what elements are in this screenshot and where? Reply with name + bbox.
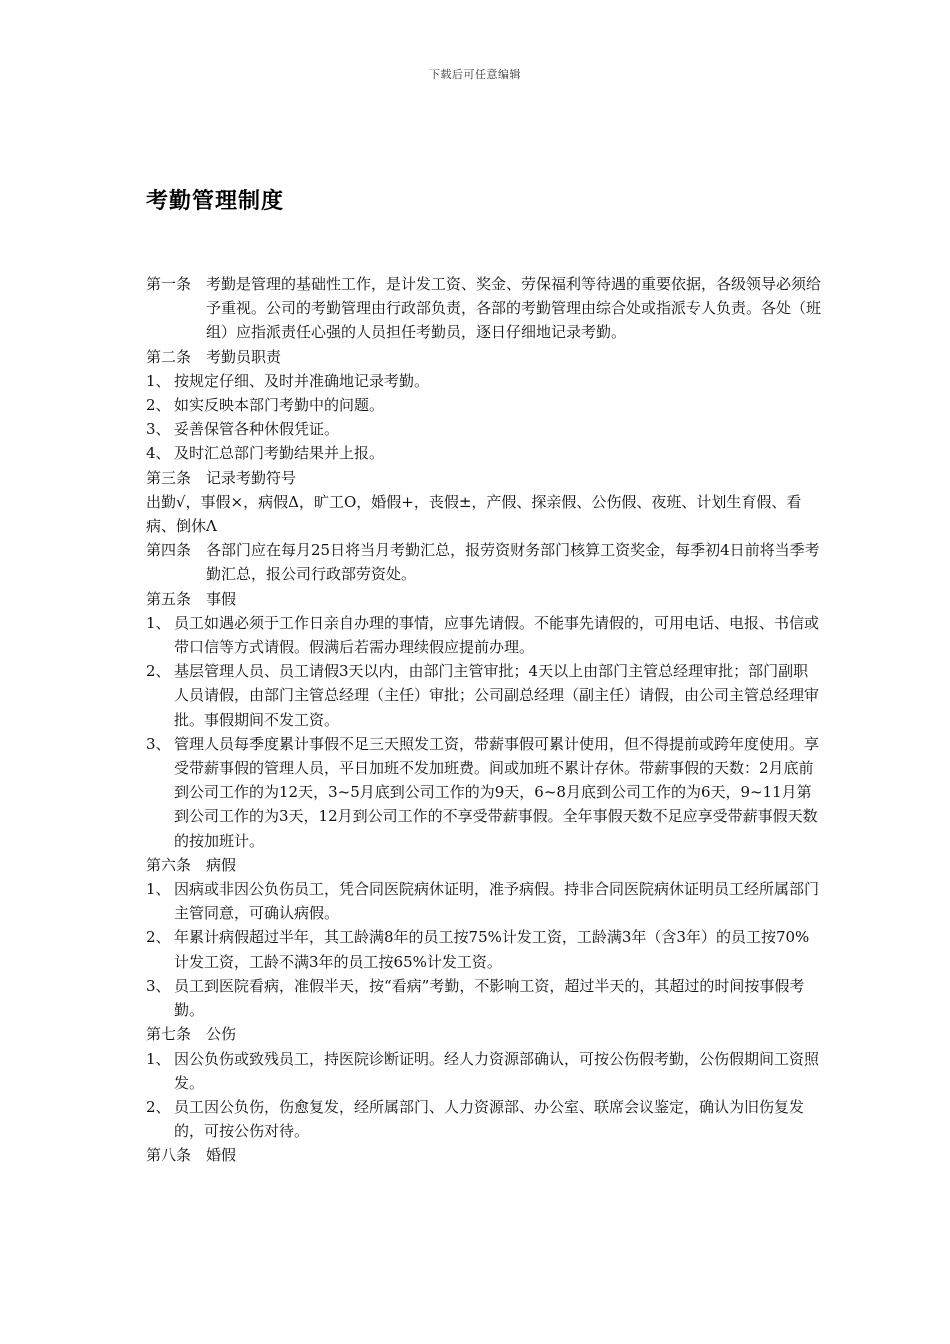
item-number: 4、 bbox=[146, 444, 171, 463]
article-label: 第七条 bbox=[146, 1025, 192, 1044]
item-number: 1、 bbox=[146, 880, 171, 899]
article-label: 第五条 bbox=[146, 589, 192, 608]
article-1 bbox=[146, 272, 821, 345]
item-number: 3、 bbox=[146, 420, 171, 439]
item-text: 妥善保管各种休假凭证。 bbox=[174, 420, 340, 439]
item-number: 1、 bbox=[146, 1049, 171, 1068]
article-heading: 公伤 bbox=[206, 1025, 237, 1044]
article-label: 第六条 bbox=[146, 855, 192, 874]
item-number: 1、 bbox=[146, 613, 171, 632]
article-heading: 记录考勤符号 bbox=[206, 468, 297, 487]
article-2 bbox=[146, 345, 821, 369]
item-text: 员工如遇必须于工作日亲自办理的事情，应事先请假。不能事先请假的，可用电话、电报、书信或带口信等方式请假。假满后若需办理续假应提前办理。 bbox=[174, 613, 820, 657]
article-7 bbox=[146, 1022, 821, 1046]
article-6 bbox=[146, 853, 821, 877]
article-text: 各部门应在每月25日将当月考勤汇总，报劳资财务部门核算工资奖金，每季初4日前将当季考勤汇总，报公司行政部劳资处。 bbox=[206, 541, 820, 584]
article-label: 第三条 bbox=[146, 468, 192, 487]
item-number: 2、 bbox=[146, 1097, 171, 1116]
item-text: 基层管理人员、员工请假3天以内，由部门主管审批；4天以上由部门主管总经理审批；部门副职人员请假，由部门主管总经理（主任）审批；公司副总经理（副主任）请假，由公司主管总经理审批。事假期间不发工资。 bbox=[174, 662, 820, 729]
article-label: 第一条 bbox=[146, 275, 192, 293]
item-text: 年累计病假超过半年，其工龄满8年的员工按75%计发工资，工龄满3年（含3年）的员工按70%计发工资，工龄不满3年的员工按65%计发工资。 bbox=[174, 928, 810, 971]
article-label: 第八条 bbox=[146, 1146, 192, 1165]
article-text: 考勤是管理的基础性工作，是计发工资、奖金、劳保福利等待遇的重要依据，各级领导必须给予重视。公司的考勤管理由行政部负责，各部的考勤管理由综合处或指派专人负责。各处（班组）应指派责任心强的人员担任考勤员，逐日仔细地记录考勤。 bbox=[206, 275, 822, 342]
item-text: 管理人员每季度累计事假不足三天照发工资，带薪事假可累计使用，但不得提前或跨年度使用。享受带薪事假的管理人员，平日加班不发加班费。间或加班不累计存休。带薪事假的天数：2月底前到公司工作的为12天，3~5月底到公司工作的为9天，6~8月底到公司工作的为6天，9~11月第到公司工作的为3天，12月到公司工作的不享受带薪事假。全年事假天数不足应享受带薪事假天数的按加班计。 bbox=[174, 734, 820, 850]
list-item bbox=[146, 369, 821, 393]
article-label: 第四条 bbox=[146, 541, 192, 560]
item-text: 员工到医院看病，准假半天，按“看病”考勤，不影响工资，超过半天的，其超过的时间按事假考勤。 bbox=[174, 976, 805, 1020]
attendance-symbols: 出勤√，事假×，病假Δ，旷工Ο，婚假+，丧假±，产假、探亲假、公伤假、夜班、计划生育假、看病、倒休Λ bbox=[146, 492, 802, 536]
item-number: 3、 bbox=[146, 734, 171, 753]
item-text: 因公负伤或致残员工，持医院诊断证明。经人力资源部确认，可按公伤假考勤，公伤假期间工资照发。 bbox=[174, 1049, 820, 1092]
article-5 bbox=[146, 587, 821, 611]
item-text: 及时汇总部门考勤结果并上报。 bbox=[174, 444, 385, 463]
article-heading: 婚假 bbox=[206, 1146, 237, 1165]
item-number: 1、 bbox=[146, 371, 171, 390]
article-label: 第二条 bbox=[146, 347, 192, 366]
article-heading: 事假 bbox=[206, 589, 237, 608]
article-heading: 考勤员职责 bbox=[206, 347, 282, 366]
list-item bbox=[146, 393, 821, 417]
list-item bbox=[146, 1047, 821, 1095]
item-number: 3、 bbox=[146, 976, 171, 995]
list-item bbox=[146, 417, 821, 441]
article-3 bbox=[146, 466, 821, 490]
list-item bbox=[146, 659, 821, 732]
list-item bbox=[146, 1095, 821, 1143]
document-title: 考勤管理制度 bbox=[146, 189, 285, 214]
item-text: 因病或非因公负伤员工，凭合同医院病休证明，准予病假。持非合同医院病休证明员工经所属部门主管同意，可确认病假。 bbox=[174, 880, 820, 923]
list-item bbox=[146, 925, 821, 973]
list-item bbox=[146, 441, 821, 465]
item-text: 按规定仔细、及时并准确地记录考勤。 bbox=[174, 371, 430, 390]
document-body bbox=[146, 272, 821, 1168]
item-number: 2、 bbox=[146, 396, 171, 415]
list-item bbox=[146, 732, 821, 853]
item-text: 如实反映本部门考勤中的问题。 bbox=[174, 396, 385, 415]
header-note: 下载后可任意编辑 bbox=[429, 68, 521, 81]
article-heading: 病假 bbox=[206, 855, 237, 874]
item-number: 2、 bbox=[146, 662, 171, 681]
item-number: 2、 bbox=[146, 928, 171, 947]
item-text: 员工因公负伤，伤愈复发，经所属部门、人力资源部、办公室、联席会议鉴定，确认为旧伤复发的，可按公伤对待。 bbox=[174, 1097, 805, 1141]
article-4 bbox=[146, 538, 821, 586]
list-item bbox=[146, 974, 821, 1022]
list-item bbox=[146, 877, 821, 925]
article-8 bbox=[146, 1143, 821, 1167]
list-item bbox=[146, 611, 821, 659]
